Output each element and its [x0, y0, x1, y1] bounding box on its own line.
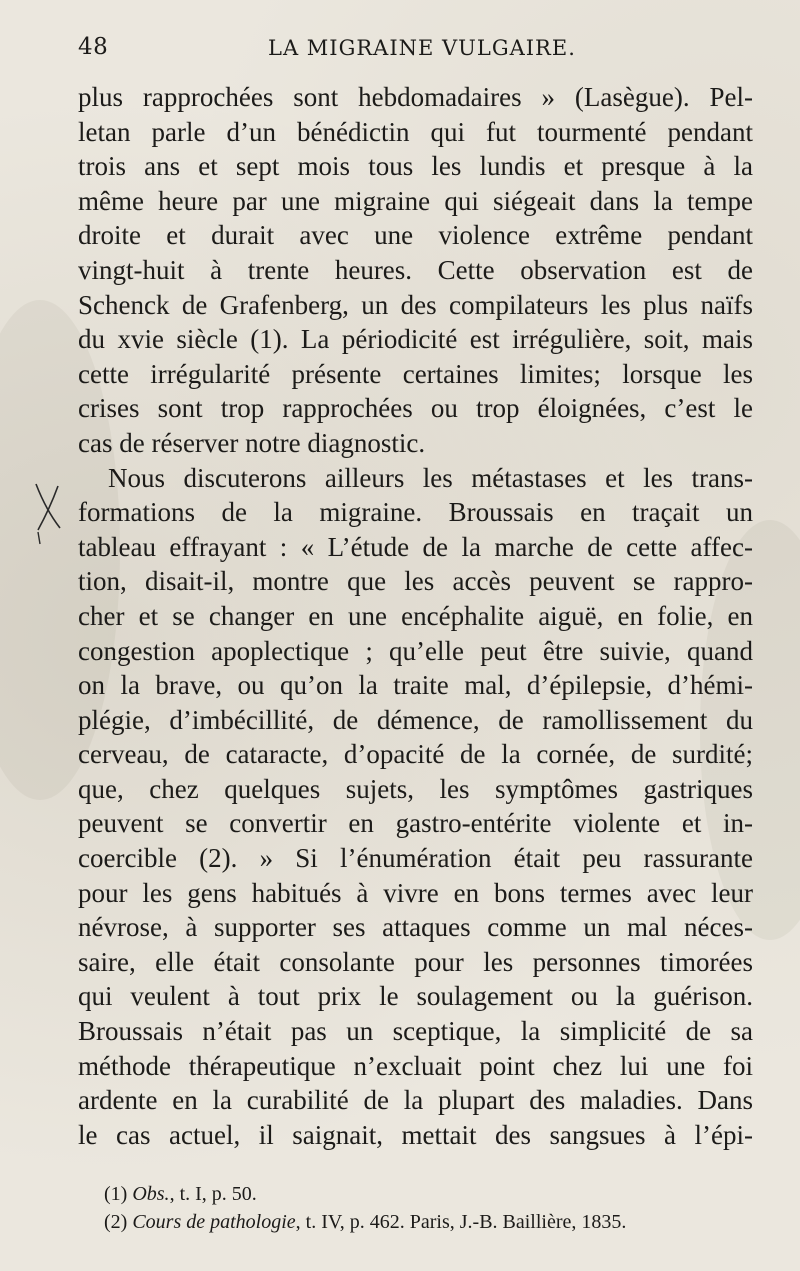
text-line: ardente en la curabilité de la plupart des maladies. Dans: [78, 1085, 753, 1116]
page-number: 48: [78, 34, 109, 60]
text-line: du xvie siècle (1). La périodicité est irrégulière, soit, mais: [78, 324, 753, 355]
text-line: que, chez quelques sujets, les symptômes gastriques: [78, 773, 753, 804]
text-line: trois ans et sept mois tous les lundis et presque à la: [78, 151, 753, 182]
text-line: même heure par une migraine qui siégeait dans la tempe: [78, 185, 753, 216]
text-line: cher et se changer en une encéphalite aiguë, en folie, en: [78, 600, 753, 631]
footnotes: [104, 1180, 754, 1236]
footnote-source: Cours de pathologie: [132, 1211, 296, 1233]
footnote-reference: , t. I, p. 50.: [169, 1183, 257, 1205]
text-line: pour les gens habitués à vivre en bons termes avec leur: [78, 877, 753, 908]
text-line: on la brave, ou qu’on la traite mal, d’épilepsie, d’hémi-: [78, 670, 753, 701]
text-line: droite et durait avec une violence extrême pendant: [78, 220, 753, 251]
text-line: peuvent se convertir en gastro-entérite violente et in-: [78, 808, 753, 839]
text-line: méthode thérapeutique n’excluait point chez lui une foi: [78, 1050, 753, 1081]
text-line: qui veulent à tout prix le soulagement ou la guérison.: [78, 981, 753, 1012]
page-header: [78, 34, 758, 68]
footnote-1: [104, 1180, 754, 1208]
text-line: cerveau, de cataracte, d’opacité de la cornée, de surdité;: [78, 739, 753, 770]
text-line: vingt-huit à trente heures. Cette observation est de: [78, 254, 753, 285]
text-line: névrose, à supporter ses attaques comme un mal néces-: [78, 912, 753, 943]
text-line: formations de la migraine. Broussais en traçait un: [78, 497, 753, 528]
footnote-2: [104, 1208, 754, 1236]
text-line: le cas actuel, il saignait, mettait des sangsues à l’épi-: [78, 1119, 753, 1150]
footnote-reference: , t. IV, p. 462. Paris, J.-B. Baillière, 1835.: [295, 1211, 627, 1233]
text-line: plus rapprochées sont hebdomadaires » (Lasègue). Pel-: [78, 82, 753, 112]
footnote-marker: (1): [104, 1183, 128, 1205]
text-line: tion, disait-il, montre que les accès peuvent se rappro-: [78, 566, 753, 597]
text-line: plégie, d’imbécillité, de démence, de ramollissement du: [78, 704, 753, 735]
text-line: letan parle d’un bénédictin qui fut tourmenté pendant: [78, 116, 753, 147]
text-line: Schenck de Grafenberg, un des compilateurs les plus naïfs: [78, 289, 753, 320]
running-title: LA MIGRAINE VULGAIRE.: [268, 36, 576, 60]
footnote-source: Obs.: [132, 1183, 170, 1205]
text-line: saire, elle était consolante pour les personnes timorées: [78, 946, 753, 977]
text-line: crises sont trop rapprochées ou trop éloignées, c’est le: [78, 393, 753, 424]
footnote-marker: (2): [104, 1211, 128, 1233]
text-line: coercible (2). » Si l’énumération était peu rassurante: [78, 843, 753, 874]
text-line: congestion apoplectique ; qu’elle peut être suivie, quand: [78, 635, 753, 666]
paragraph-end-line: cas de réserver notre diagnostic.: [78, 427, 426, 458]
text-line: Broussais n’était pas un sceptique, la simplicité de sa: [78, 1016, 753, 1047]
body-text: [78, 80, 753, 1152]
margin-annotation-mark: [28, 480, 68, 550]
paragraph-start-line: Nous discuterons ailleurs les métastases et les trans-: [108, 462, 753, 493]
text-line: cette irrégularité présente certaines limites; lorsque les: [78, 358, 753, 389]
text-line: tableau effrayant : « L’étude de la marche de cette affec-: [78, 531, 753, 562]
